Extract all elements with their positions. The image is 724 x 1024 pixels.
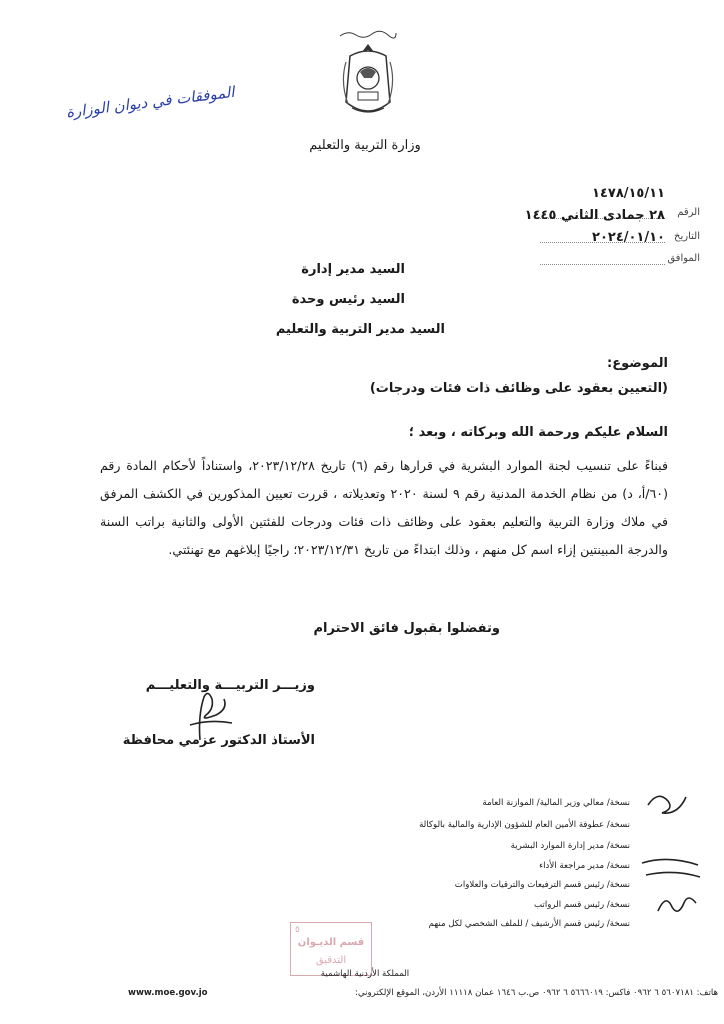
- cc-line: نسخة/ رئيس قسم الرواتب: [533, 900, 630, 910]
- cc-line: نسخة/ رئيس قسم الترفيعات والترقيات والعلاوات: [454, 880, 630, 890]
- addressee-3: السيد مدير التربية والتعليم: [275, 322, 445, 337]
- stamp-line1: قسم الديـوان: [297, 937, 365, 948]
- cc-line: نسخة/ مدير مراجعة الأداء: [539, 861, 630, 871]
- cc-line: نسخة/ معالي وزير المالية/ الموازنة العامة: [482, 798, 630, 808]
- cc-line: نسخة/ رئيس قسم الأرشيف / للملف الشخصي لكل منهم: [428, 919, 630, 929]
- closing: وتفضلوا بقبول فائق الاحترام: [313, 621, 500, 636]
- date-gregorian: ٢٠٢٤/٠١/١٠: [592, 230, 665, 245]
- subject-text: (التعيين بعقود على وظائف ذات فئات ودرجات): [369, 381, 668, 396]
- signature-name: الأستاذ الدكتور عزمي محافظة: [122, 733, 315, 748]
- footer-line1: المملكة الأردنية الهاشمية: [320, 969, 410, 979]
- corresponding-dotline: [540, 264, 665, 265]
- footer-website[interactable]: www.moe.gov.jo: [128, 988, 208, 998]
- date-hijri: ٢٨ جمادى الثاني ١٤٤٥: [524, 208, 665, 223]
- corresponding-label: الموافق: [667, 253, 700, 264]
- stamp-number: ٥: [295, 925, 300, 935]
- date-label: التاريخ: [674, 231, 700, 242]
- stamp-line2: التدقيق: [315, 955, 347, 966]
- jordan-coat-of-arms-icon: [340, 42, 396, 122]
- handwritten-note: الموفقات في ديوان الوزارة: [65, 82, 236, 122]
- initials-scribble-icon: [638, 785, 708, 925]
- addressee-1: السيد مدير إدارة: [301, 262, 405, 277]
- cc-line: نسخة/ مدير إدارة الموارد البشرية: [510, 841, 630, 851]
- ministry-name: وزارة التربية والتعليم: [309, 138, 421, 153]
- cc-list: [330, 798, 630, 938]
- royal-script-icon: [338, 29, 398, 39]
- number-value: ١٤٧٨/١٥/١١: [592, 186, 665, 201]
- greeting: السلام عليكم ورحمة الله وبركاته ، وبعد ؛: [408, 425, 668, 440]
- office-stamp: [290, 922, 372, 976]
- addressee-2: السيد رئيس وحدة: [291, 292, 405, 307]
- signature-title: وزيـــر التربيـــة والتعليـــم: [145, 678, 315, 693]
- number-label: الرقم: [677, 207, 700, 218]
- body-paragraph: فبناءً على تنسيب لجنة الموارد البشرية في قرارها رقم (٦) تاريخ ٢٠٢٣/١٢/٢٨، واستناداً لأحكام المادة رقم (٦٠/أ، د) من نظام الخدمة المدنية رقم ٩ لسنة ٢٠٢٠ وتعديلاته ، قررت تعيين المذكورين في الكشف المرفق في ملاك وزارة التربية والتعليم بعقود على وظائف ذات فئات ودرجات للفئتين الأولى والثانية براتب السنة والدرجة المبينتين إزاء اسم كل منهم ، وذلك ابتداءً من تاريخ ٢٠٢٣/١٢/٣١؛ راجيًا إبلاغهم مع تهنئتي.: [100, 458, 668, 557]
- footer-line2-wrap: [128, 988, 718, 1004]
- cc-line: نسخة/ عطوفة الأمين العام للشؤون الإدارية والمالية بالوكالة: [419, 820, 630, 830]
- letterhead: [300, 20, 430, 170]
- subject-label: الموضوع:: [607, 356, 668, 371]
- footer-contact: هاتف: ٥٦٠٧١٨١ ٦ ٠٩٦٢ فاكس: ٥٦٦٦٠١٩ ٦ ٠٩٦٢ ص.ب ١٦٤٦ عمان ١١١١٨ الأردن، الموقع الإلكتروني:: [355, 988, 718, 998]
- letterhead-top-script: [338, 24, 398, 34]
